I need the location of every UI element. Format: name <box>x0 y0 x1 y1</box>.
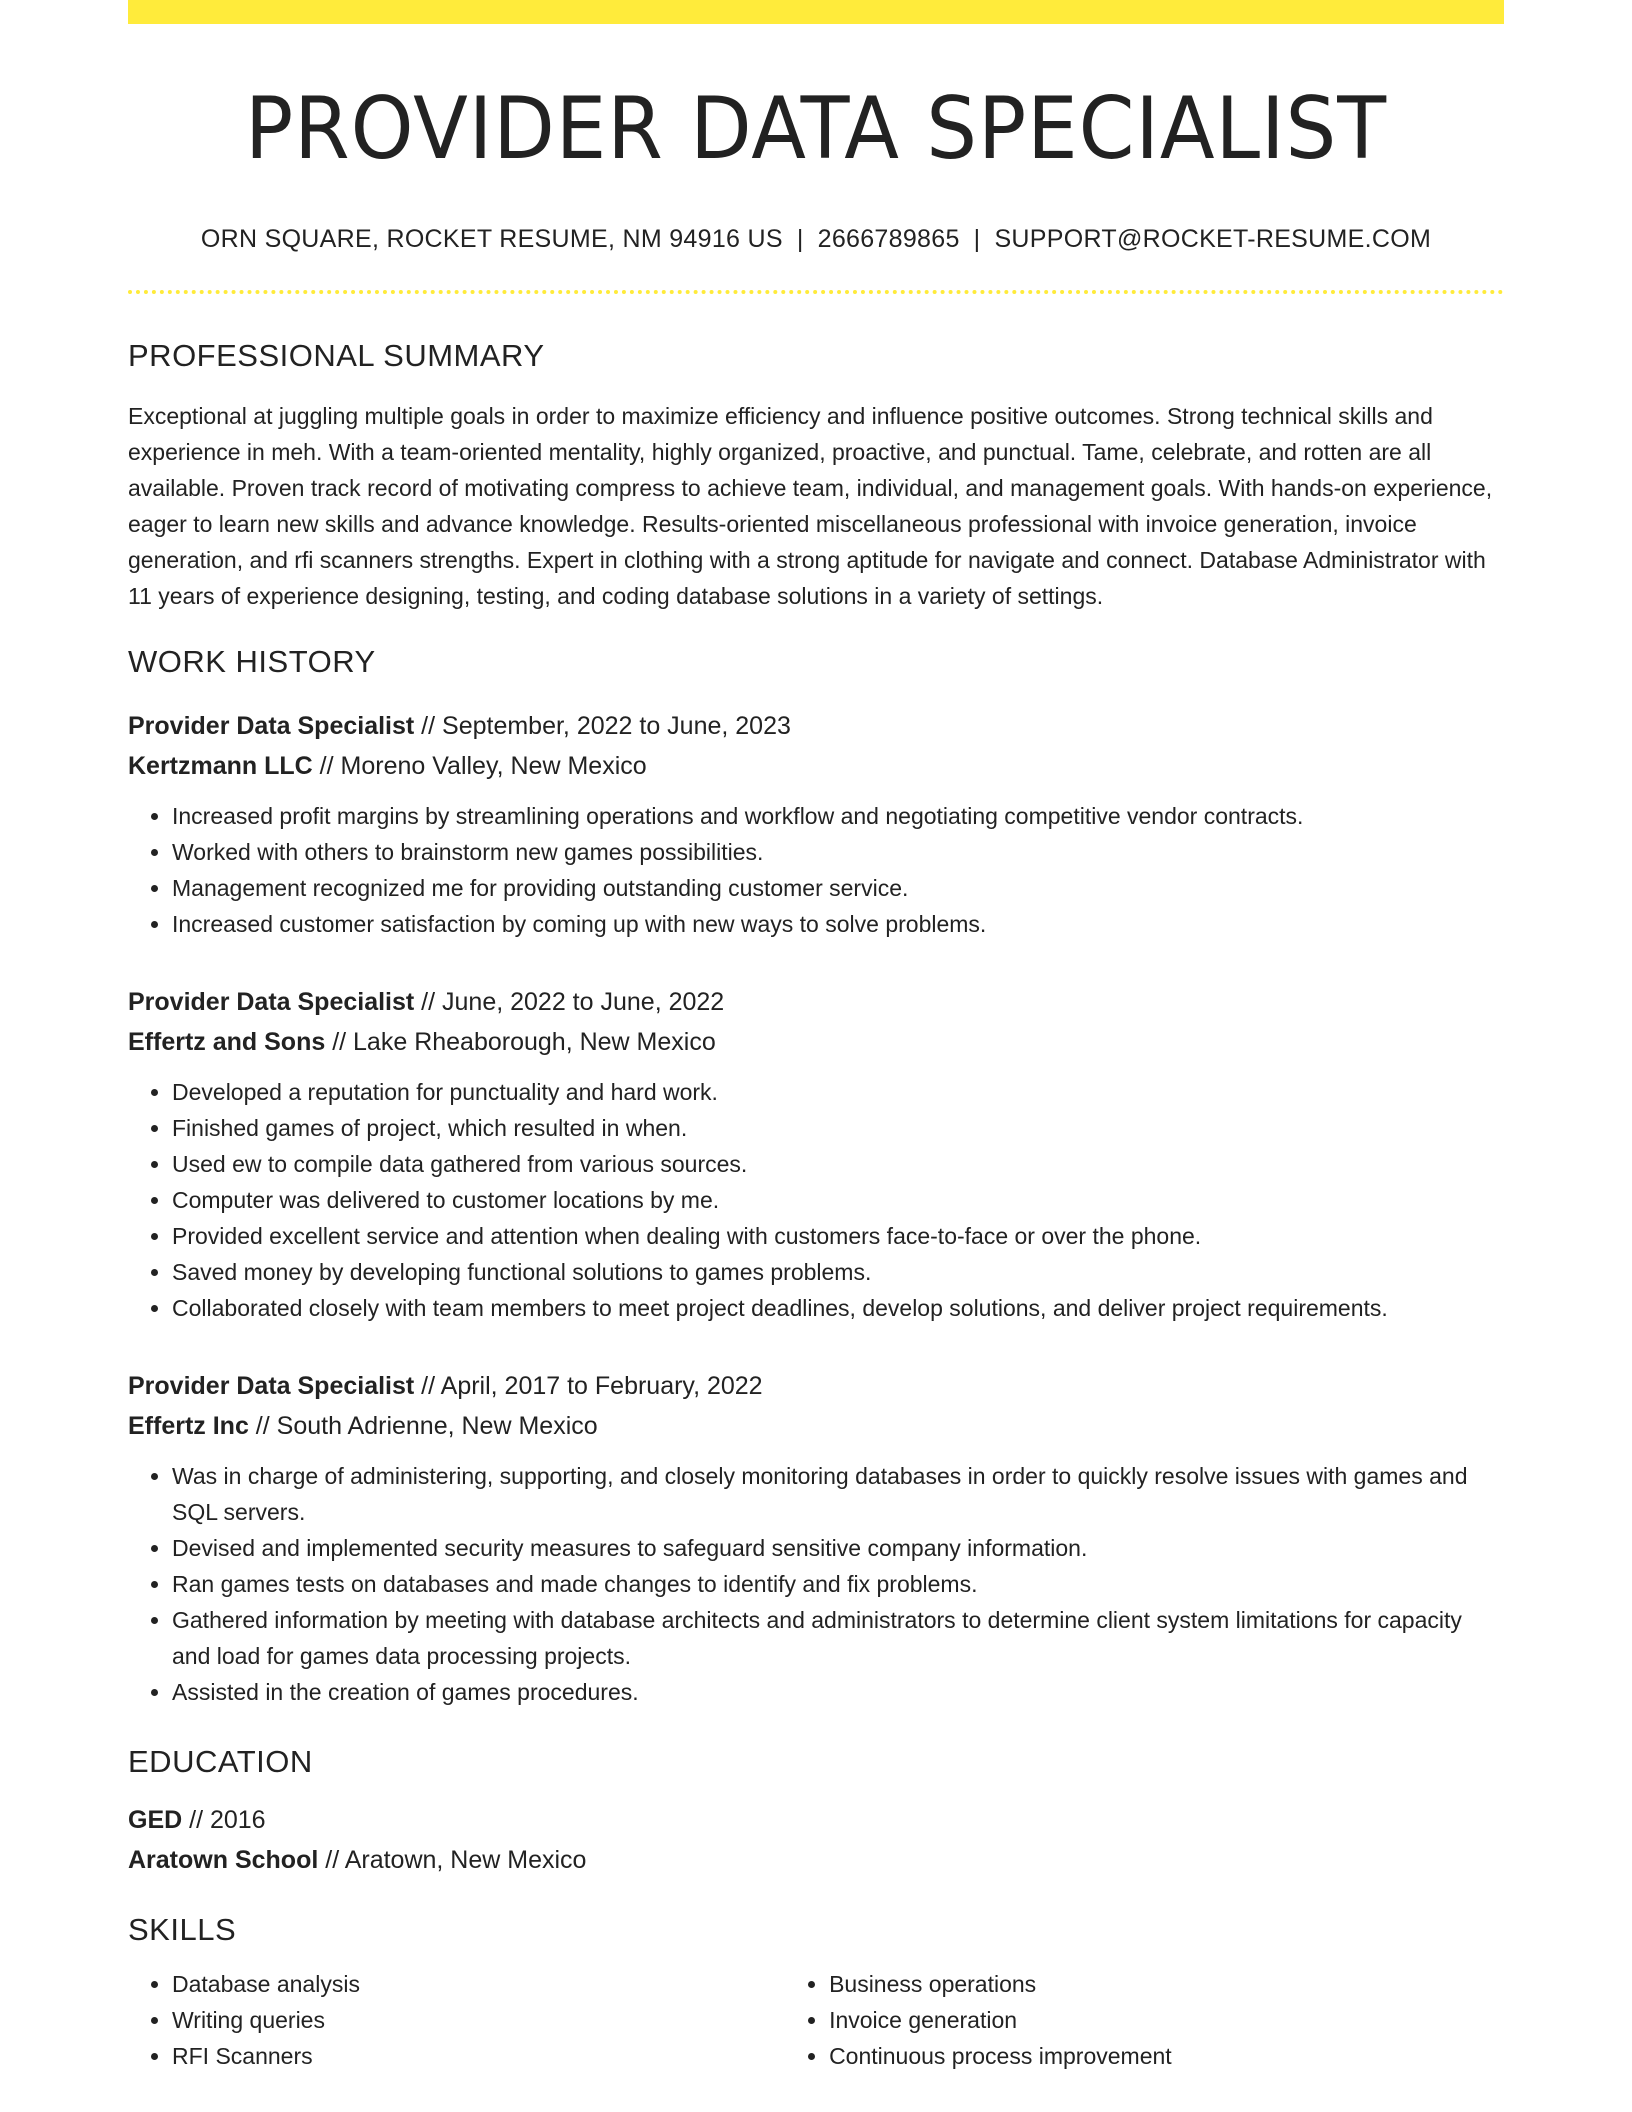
work-history-heading: WORK HISTORY <box>128 644 376 680</box>
education-year: // 2016 <box>182 1806 266 1835</box>
job-company: Kertzmann LLC <box>128 752 313 781</box>
list-item: • Saved money by developing functional solutions to games problems. <box>172 1254 1504 1290</box>
contact-line <box>128 225 1504 254</box>
list-item: • Devised and implemented security measures to safeguard sensitive company information. <box>172 1530 1504 1566</box>
resume-page <box>128 0 1504 2074</box>
job-title: Provider Data Specialist <box>128 1372 415 1401</box>
job-location: // South Adrienne, New Mexico <box>248 1412 598 1441</box>
list-item: • Computer was delivered to customer locations by me. <box>172 1182 1504 1218</box>
job-bullets <box>128 1074 1504 1326</box>
job-company: Effertz and Sons <box>128 1028 326 1057</box>
skills-heading: SKILLS <box>128 1912 237 1948</box>
list-item: • Increased profit margins by streamlining operations and workflow and negotiating competitive vendor contracts. <box>172 798 1504 834</box>
education-school-line <box>128 1840 1504 1880</box>
contact-email: SUPPORT@ROCKET-RESUME.COM <box>994 225 1432 254</box>
job-company: Effertz Inc <box>128 1412 249 1441</box>
job-location: // Lake Rheaborough, New Mexico <box>325 1028 716 1057</box>
job-entry-1 <box>128 706 1504 942</box>
summary-text: Exceptional at juggling multiple goals in order to maximize efficiency and influence positive outcomes. Strong technical skills and experience in meh. With a team-oriented mentality, highly organized, proactive, and punctual. Tame, celebrate, and rotten are all available. Proven track record of motivating compress to achieve team, individual, and management goals. With hands-on experience, eager to learn new skills and advance knowledge. Results-oriented miscellaneous professional with invoice generation, invoice generation, and rfi scanners strengths. Expert in clothing with a strong aptitude for navigate and connect. Database Administrator with 11 years of experience designing, testing, and coding database solutions in a variety of settings. <box>128 403 1493 610</box>
list-item: • Developed a reputation for punctuality and hard work. <box>172 1074 1504 1110</box>
job-title-line <box>128 706 1504 746</box>
list-item: • Used ew to compile data gathered from various sources. <box>172 1146 1504 1182</box>
skill-item: • RFI Scanners <box>172 2038 785 2074</box>
list-item: • Provided excellent service and attention when dealing with customers face-to-face or over the phone. <box>172 1218 1504 1254</box>
skill-item: • Business operations <box>829 1966 1504 2002</box>
job-title: Provider Data Specialist <box>128 712 415 741</box>
education-degree-line <box>128 1800 1504 1840</box>
list-item: • Ran games tests on databases and made changes to identify and fix problems. <box>172 1566 1504 1602</box>
job-title-line <box>128 982 1504 1022</box>
job-bullets <box>128 798 1504 942</box>
contact-address: ORN SQUARE, ROCKET RESUME, NM 94916 US <box>200 225 783 254</box>
job-entry-3 <box>128 1366 1504 1710</box>
education-location: // Aratown, New Mexico <box>318 1846 587 1875</box>
skills-column-left <box>128 1966 785 2074</box>
list-item: • Gathered information by meeting with database architects and administrators to determine client system limitations for capacity and load for games data processing projects. <box>172 1602 1504 1674</box>
list-item: • Assisted in the creation of games procedures. <box>172 1674 1504 1710</box>
skills-column-right <box>785 1966 1504 2074</box>
job-company-line <box>128 1022 1504 1062</box>
job-dates: // September, 2022 to June, 2023 <box>414 712 791 741</box>
job-location: // Moreno Valley, New Mexico <box>312 752 647 781</box>
job-bullets <box>128 1458 1504 1710</box>
job-dates: // April, 2017 to February, 2022 <box>414 1372 763 1401</box>
list-item: • Increased customer satisfaction by coming up with new ways to solve problems. <box>172 906 1504 942</box>
list-item: • Collaborated closely with team members to meet project deadlines, develop solutions, and deliver project requirements. <box>172 1290 1504 1326</box>
list-item: • Worked with others to brainstorm new games possibilities. <box>172 834 1504 870</box>
job-title: Provider Data Specialist <box>128 988 415 1017</box>
resume-title: PROVIDER DATA SPECIALIST <box>244 79 1388 179</box>
contact-separator: | <box>973 225 981 254</box>
skill-item: • Continuous process improvement <box>829 2038 1504 2074</box>
job-title-line <box>128 1366 1504 1406</box>
education-school: Aratown School <box>128 1846 319 1875</box>
education-heading: EDUCATION <box>128 1744 313 1780</box>
skill-item: • Writing queries <box>172 2002 785 2038</box>
skill-item: • Invoice generation <box>829 2002 1504 2038</box>
list-item: • Management recognized me for providing outstanding customer service. <box>172 870 1504 906</box>
education-entry <box>128 1800 1504 1880</box>
contact-separator: | <box>796 225 804 254</box>
summary-heading: PROFESSIONAL SUMMARY <box>128 338 545 374</box>
job-entry-2 <box>128 982 1504 1326</box>
list-item: • Was in charge of administering, supporting, and closely monitoring databases in order to quickly resolve issues with games and SQL servers. <box>172 1458 1504 1530</box>
job-company-line <box>128 1406 1504 1446</box>
job-company-line <box>128 746 1504 786</box>
skill-item: • Database analysis <box>172 1966 785 2002</box>
skills-grid <box>128 1966 1504 2074</box>
list-item: • Finished games of project, which resulted in when. <box>172 1110 1504 1146</box>
job-dates: // June, 2022 to June, 2022 <box>414 988 725 1017</box>
education-degree: GED <box>128 1806 183 1835</box>
dotted-divider <box>128 290 1504 294</box>
contact-phone: 2666789865 <box>817 225 960 254</box>
accent-top-bar <box>128 0 1504 24</box>
